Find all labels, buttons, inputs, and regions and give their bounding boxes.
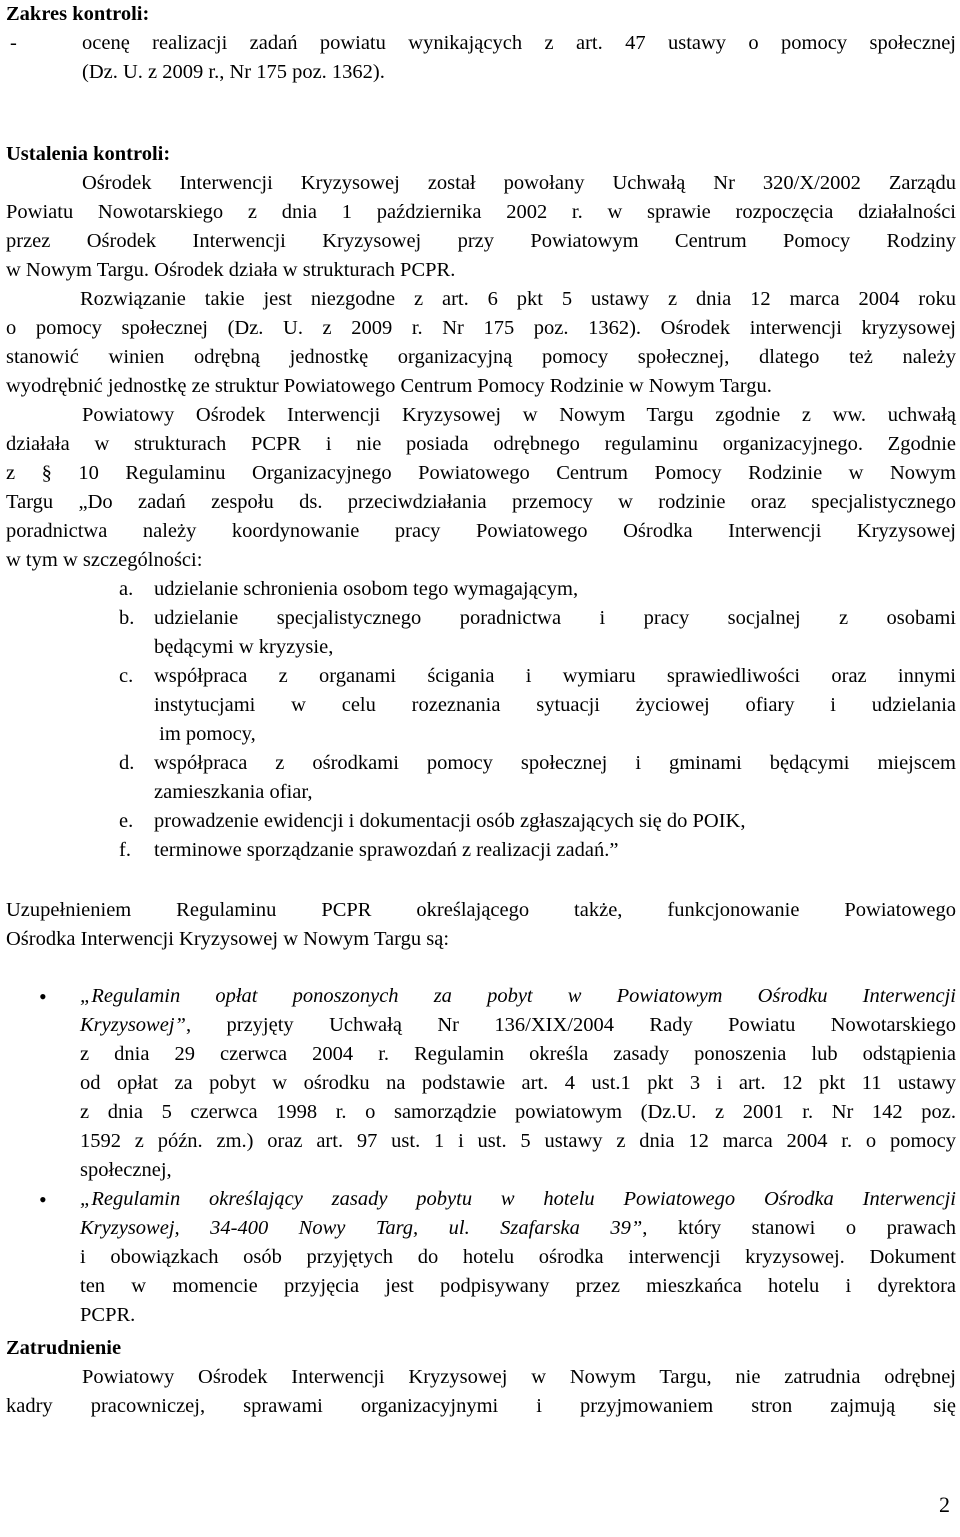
task-line: udzielanie specjalistycznego poradnictwa i pracy socjalnej z osobami [154,607,956,629]
findings-heading: Ustalenia kontroli: [6,143,171,165]
findings-section [6,140,956,865]
scope-section [6,0,956,87]
task-list-item [6,575,956,604]
scope-item [6,29,956,87]
findings-p2-line: o pomocy społecznej (Dz. U. z 2009 r. Nr 175 poz. 1362). Ośrodek interwencji kryzysowej [6,317,956,339]
regulation-title: Kryzysowej” [80,1014,186,1036]
regulation-text: , który stanowi o prawach [642,1217,956,1239]
regulation-title: „Regulamin określający zasady pobytu w hotelu Powiatowego Ośrodka Interwencji [80,1188,956,1210]
supplement-section [6,896,956,1330]
regulation-line: i obowiązkach osób przyjętych do hotelu ośrodka interwencji kryzysowej. Dokument [80,1246,956,1268]
regulation-line: od opłat za pobyt w ośrodku na podstawie art. 4 ust.1 pkt 3 i art. 12 pkt 11 ustawy [80,1072,956,1094]
regulation-line [80,1214,956,1243]
regulation-title-line [80,1185,956,1214]
task-marker: e. [119,810,134,832]
findings-p1-line: Ośrodek Interwencji Kryzysowej został powołany Uchwałą Nr 320/X/2002 Zarządu [82,172,956,194]
findings-p3-line: z § 10 Regulaminu Organizacyjnego Powiatowego Centrum Pomocy Rodzinie w Nowym [6,462,956,484]
task-marker: a. [119,578,134,600]
task-list-item [6,836,956,865]
regulation-title: Kryzysowej, 34-400 Nowy Targ, ul. Szafarska 39” [80,1217,643,1239]
employment-line: kadry pracowniczej, sprawami organizacyjnymi i przyjmowaniem stron zajmują się [6,1395,956,1417]
scope-item-line: (Dz. U. z 2009 r., Nr 175 poz. 1362). [82,61,385,83]
task-marker: f. [119,839,131,861]
supplement-intro-line: Ośrodka Interwencji Kryzysowej w Nowym Targu są: [6,928,450,950]
findings-p1-line: Powiatu Nowotarskiego z dnia 1 października 2002 r. w sprawie rozpoczęcia działalności [6,201,956,223]
task-marker: b. [119,607,135,629]
regulation-line: 1592 z późn. zm.) oraz art. 97 ust. 1 i ust. 5 ustawy z dnia 12 marca 2004 r. o pomocy [80,1130,956,1152]
bullet-icon: • [39,1187,47,1212]
task-line: współpraca z ośrodkami pomocy społecznej i gminami będącymi miejscem [154,752,956,774]
employment-line: Powiatowy Ośrodek Interwencji Kryzysowej w Nowym Targu, nie zatrudnia odrębnej [82,1366,956,1388]
regulation-line: ten w momencie przyjęcia jest podpisywany przez mieszkańca hotelu i dyrektora [80,1275,956,1297]
bullet-icon: • [39,984,47,1009]
findings-p2-line: wyodrębnić jednostkę ze struktur Powiatowego Centrum Pomocy Rodzinie w Nowym Targu. [6,375,772,397]
employment-heading: Zatrudnienie [6,1337,122,1359]
scope-item-line: ocenę realizacji zadań powiatu wynikających z art. 47 ustawy o pomocy społecznej [82,32,956,54]
regulation-bullet-item [6,1185,956,1330]
task-line: prowadzenie ewidencji i dokumentacji osób zgłaszających się do POIK, [154,810,746,832]
task-list-item [6,807,956,836]
findings-p2-line: stanowić winien odrębną jednostkę organizacyjną pomocy społecznej, dlatego też należy [6,346,956,368]
regulation-bullet-item [6,982,956,1185]
findings-p2-line: Rozwiązanie takie jest niezgodne z art. 6 pkt 5 ustawy z dnia 12 marca 2004 roku [80,288,956,310]
findings-p3-line: działała w strukturach PCPR i nie posiada odrębnego regulaminu organizacyjnego. Zgodnie [6,433,956,455]
regulation-title: „Regulamin opłat ponoszonych za pobyt w Powiatowym Ośrodku Interwencji [80,985,956,1007]
employment-section [6,1334,956,1421]
regulation-line: z dnia 5 czerwca 1998 r. o samorządzie powiatowym (Dz.U. z 2001 r. Nr 142 poz. [80,1101,956,1123]
page-number: 2 [939,1492,950,1517]
regulation-line: PCPR. [80,1304,136,1326]
findings-p3-line: w tym w szczególności: [6,549,203,571]
task-line: terminowe sporządzanie sprawozdań z realizacji zadań.” [154,839,619,861]
task-list-item [6,604,956,662]
task-list-item [6,749,956,807]
task-list-item [6,662,956,749]
findings-p3-line: Targu „Do zadań zespołu ds. przeciwdziałania przemocy w rodzinie oraz specjalistycznego [6,491,956,513]
findings-p3-line: Powiatowy Ośrodek Interwencji Kryzysowej w Nowym Targu zgodnie z ww. uchwałą [82,404,956,426]
regulation-line: społecznej, [80,1159,172,1181]
task-line: instytucjami w celu rozeznania sytuacji życiowej ofiary i udzielania [154,694,956,716]
scope-heading: Zakres kontroli: [6,3,150,25]
scope-item-dash: - [10,32,17,54]
task-line: udzielanie schronienia osobom tego wymagającym, [154,578,579,600]
supplement-intro-line: Uzupełnieniem Regulaminu PCPR określającego także, funkcjonowanie Powiatowego [6,899,956,921]
findings-p1-line: przez Ośrodek Interwencji Kryzysowej przy Powiatowym Centrum Pomocy Rodziny [6,230,956,252]
findings-p3-line: poradnictwa należy koordynowanie pracy Powiatowego Ośrodka Interwencji Kryzysowej [6,520,956,542]
task-line: im pomocy, [154,723,256,745]
task-marker: d. [119,752,135,774]
task-marker: c. [119,665,134,687]
regulation-title-line [80,982,956,1011]
findings-p1-line: w Nowym Targu. Ośrodek działa w strukturach PCPR. [6,259,456,281]
regulation-text: , przyjęty Uchwałą Nr 136/XIX/2004 Rady Powiatu Nowotarskiego [185,1014,956,1036]
task-line: zamieszkania ofiar, [154,781,313,803]
task-line: współpraca z organami ścigania i wymiaru sprawiedliwości oraz innymi [154,665,956,687]
task-line: będącymi w kryzysie, [154,636,334,658]
regulation-line: z dnia 29 czerwca 2004 r. Regulamin określa zasady ponoszenia lub odstąpienia [80,1043,956,1065]
regulation-line [80,1011,956,1040]
